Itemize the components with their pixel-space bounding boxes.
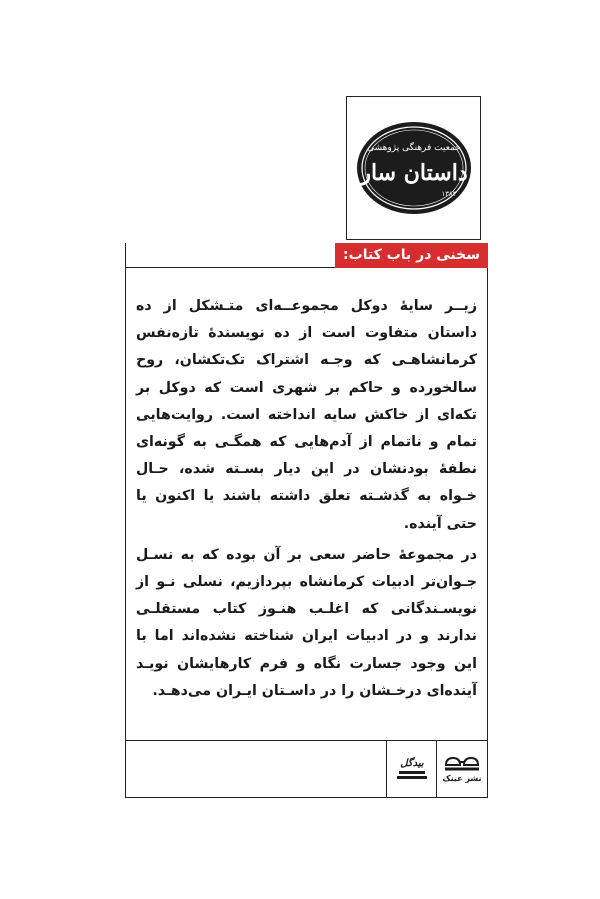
section-header: سخنی در باب کتاب: <box>335 243 488 268</box>
description-text <box>136 293 477 709</box>
logo-title: داستان سار <box>359 160 468 186</box>
description-paragraph: در مجموعهٔ حاضر سعی بر آن بوده که به نسـل جـوان‌تر ادبیات کرمانشاه بپردازیم، نسلی نـو از نویسـندگانی که اغلـب هنـوز کتاب مستقلـی ندارند و در ادبیات ایران شناخته نشده‌اند اما با این وجود جسارت نگاه و فرم کارهایشان نویـد آینده‌ای درخـشان را در داسـتان ایـران می‌دهـد. <box>136 546 477 699</box>
publisher-footer <box>126 740 487 797</box>
book-description-frame <box>125 243 488 798</box>
logo-arc-text: جمعیت فرهنگی پژوهشی <box>366 143 461 153</box>
dastan-sar-logo <box>355 120 473 216</box>
publisher-name: نشر عینک <box>442 774 482 783</box>
publisher-logo-box <box>346 96 481 240</box>
logo-year: ۱۳۸۴ <box>440 190 457 198</box>
publisher-cell <box>436 741 487 797</box>
glasses-icon <box>444 755 480 773</box>
book-stack-icon <box>397 770 427 780</box>
imprint-name: بیدگل <box>400 758 424 769</box>
imprint-cell <box>386 741 437 797</box>
description-paragraph: زیــر سایهٔ دوکل مجموعــه‌ای متـشکل از ده داستان متفاوت است از ده نویسندهٔ تازه‌نفس کرمانشاهـی که وجـه اشتراک تک‌تکشان، روح سالخورده و حاکم بر شهری است که دوکل بر تکه‌ای از خاکش سایه انداخته است. روایت‌هایی تمام و ناتمام از آدم‌هایی که همگـی به گونه‌ای نطفهٔ بودنشان در این دیار بسـته شده، حـال خـواه به گذشـته تعلق داشته باشند یا اکنون یا حتی آینده. <box>136 298 477 532</box>
